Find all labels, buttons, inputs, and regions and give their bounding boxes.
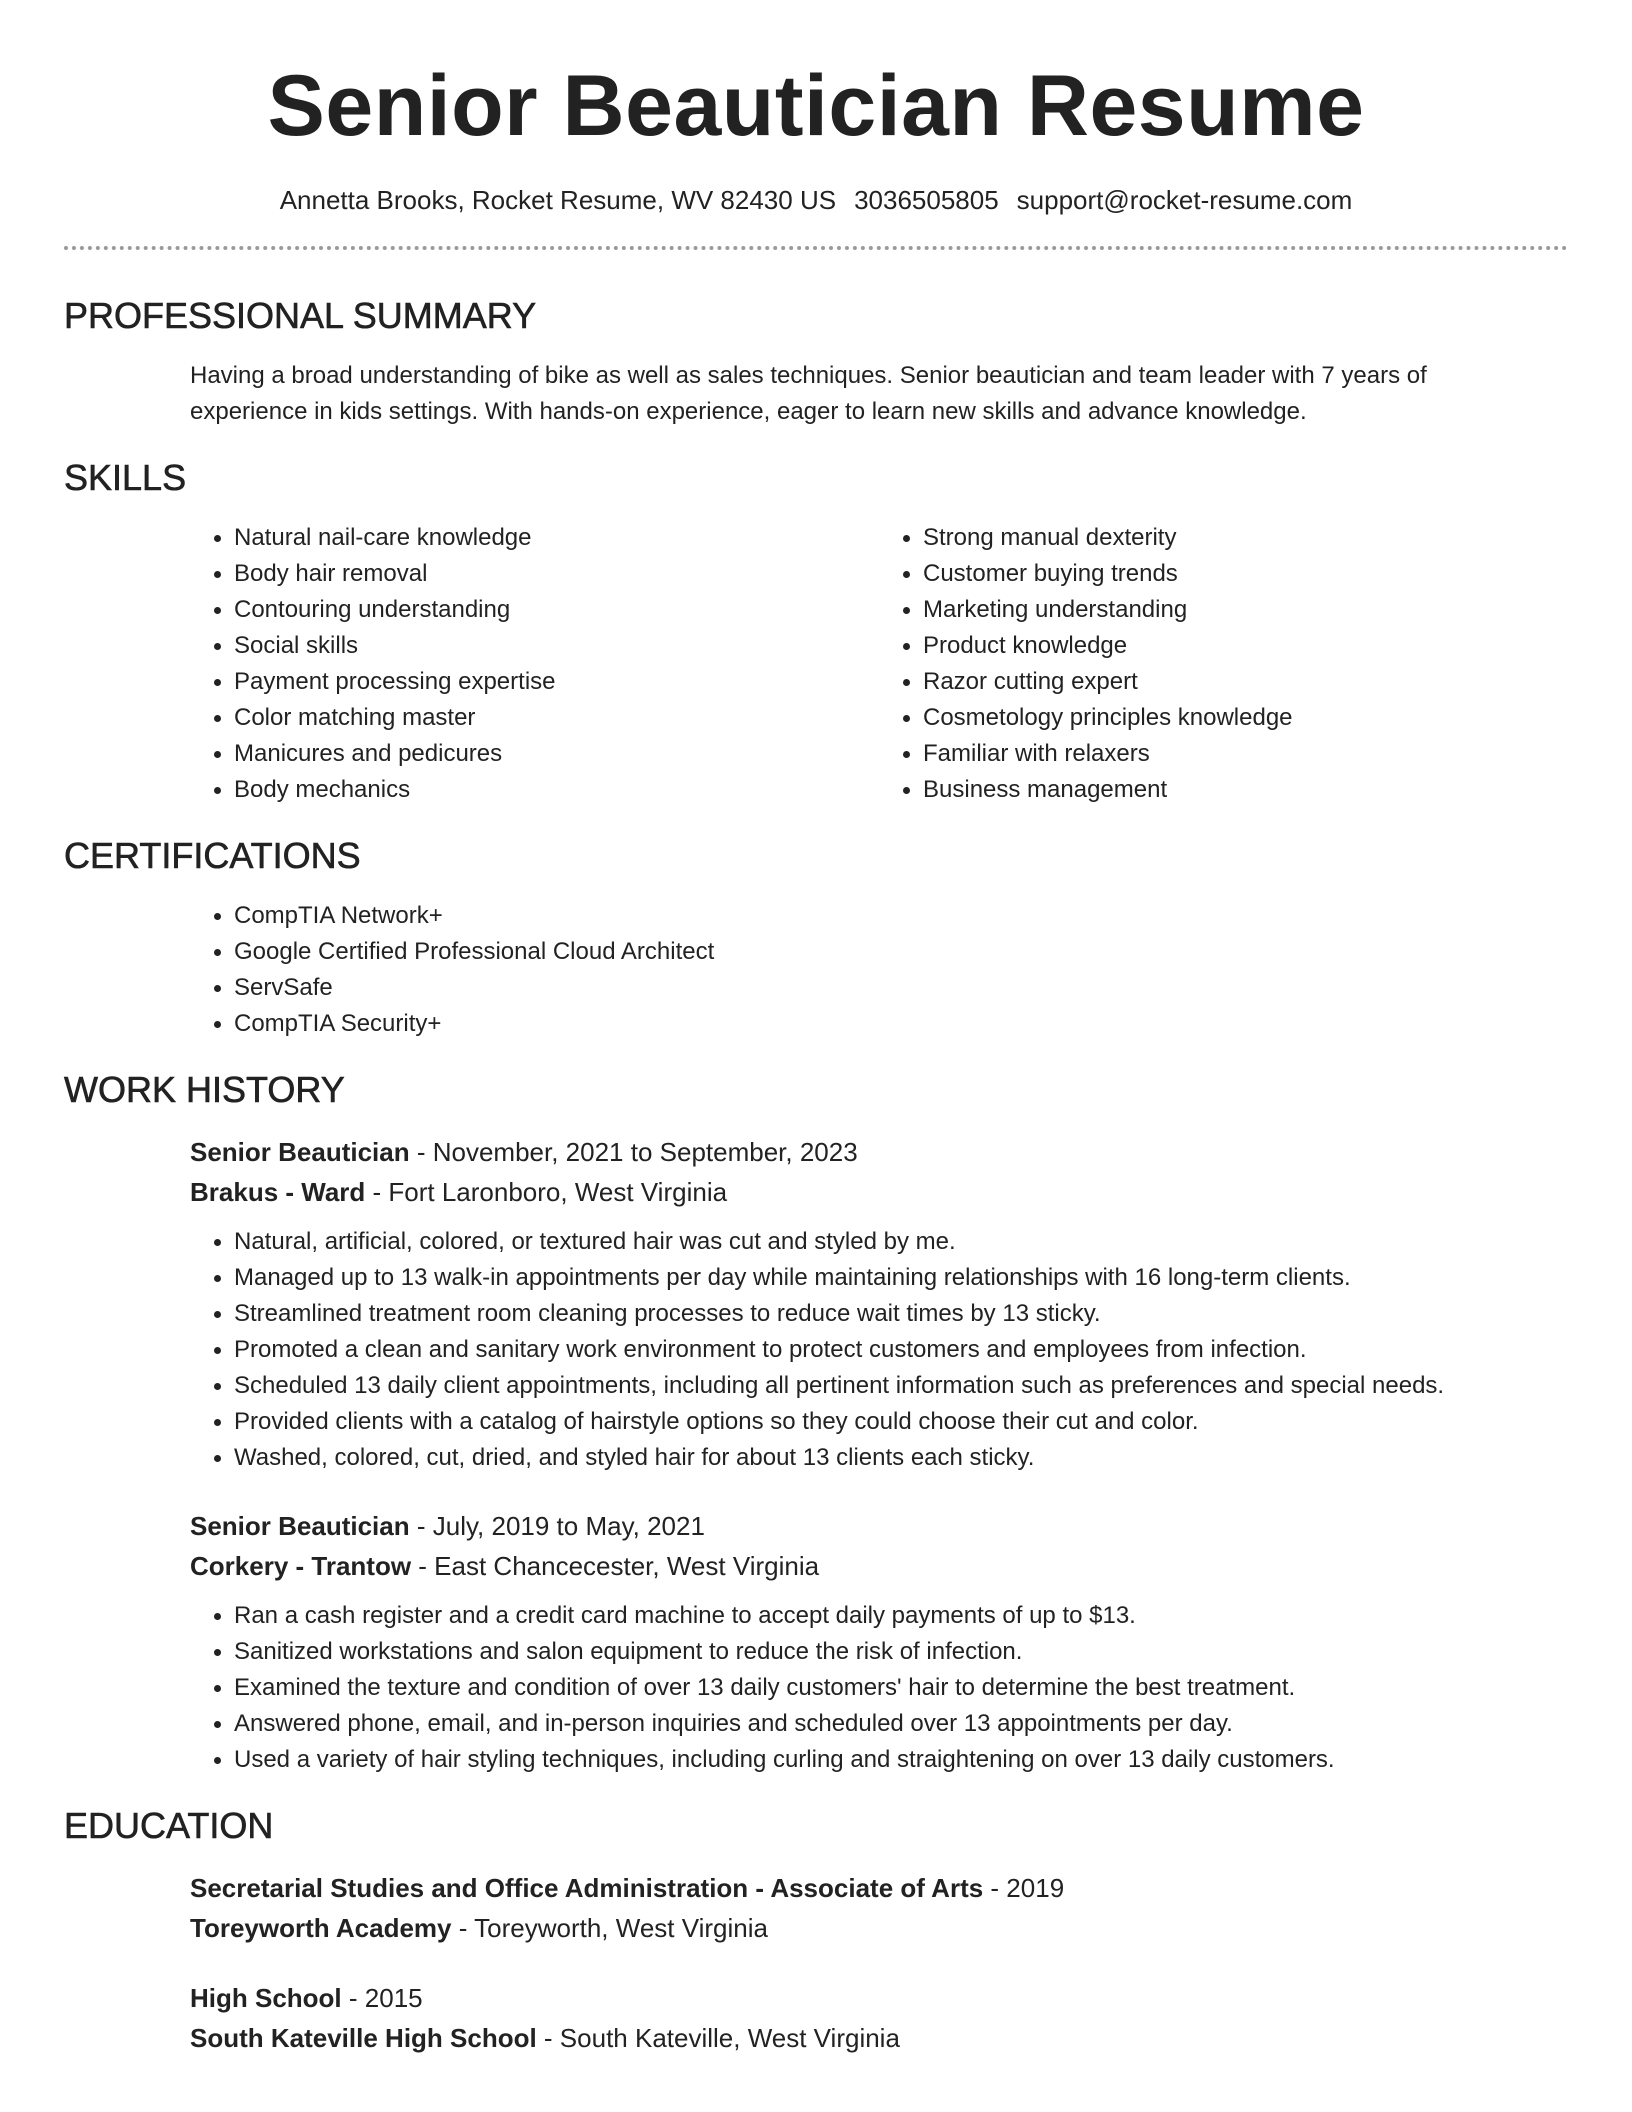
education-year: - 2019 <box>983 1873 1065 1903</box>
job-title-line <box>190 1132 1568 1172</box>
certification-item: • CompTIA Security+ <box>234 1006 1568 1042</box>
education-heading: EDUCATION <box>64 1805 274 1846</box>
skill-item: • Social skills <box>234 628 879 664</box>
certification-item: • ServSafe <box>234 970 1568 1006</box>
job-duties <box>190 1224 1568 1476</box>
job-title: Senior Beautician <box>190 1137 410 1167</box>
skill-item: • Color matching master <box>234 700 879 736</box>
education-school: Toreyworth Academy <box>190 1913 452 1943</box>
job-title-line <box>190 1506 1568 1546</box>
certification-item: • CompTIA Network+ <box>234 898 1568 934</box>
contact-line <box>64 182 1568 218</box>
contact-address: Annetta Brooks, Rocket Resume, WV 82430 US <box>279 185 837 215</box>
certifications-section <box>190 898 1568 1042</box>
job-entry <box>190 1506 1568 1778</box>
summary-heading: PROFESSIONAL SUMMARY <box>64 295 537 336</box>
job-company-line <box>190 1546 1568 1586</box>
job-duty-item: • Sanitized workstations and salon equipment to reduce the risk of infection. <box>234 1634 1568 1670</box>
skill-item: • Manicures and pedicures <box>234 736 879 772</box>
job-duty-item: • Examined the texture and condition of over 13 daily customers' hair to determine the best treatment. <box>234 1670 1568 1706</box>
skill-item: • Marketing understanding <box>923 592 1568 628</box>
job-duty-item: • Managed up to 13 walk-in appointments per day while maintaining relationships with 16 long-term clients. <box>234 1260 1568 1296</box>
certifications-heading: CERTIFICATIONS <box>64 835 361 876</box>
summary-section <box>190 358 1568 430</box>
skills-column-right <box>879 520 1568 808</box>
skill-item: • Body hair removal <box>234 556 879 592</box>
skill-item: • Contouring understanding <box>234 592 879 628</box>
job-duty-item: • Washed, colored, cut, dried, and styled hair for about 13 clients each sticky. <box>234 1440 1568 1476</box>
job-location: - East Chancecester, West Virginia <box>411 1551 820 1581</box>
header-divider <box>64 246 1568 250</box>
job-duty-item: • Answered phone, email, and in-person inquiries and scheduled over 13 appointments per day. <box>234 1706 1568 1742</box>
education-school: South Kateville High School <box>190 2023 537 2053</box>
skill-item: • Customer buying trends <box>923 556 1568 592</box>
work-history-heading: WORK HISTORY <box>64 1069 345 1110</box>
job-location: - Fort Laronboro, West Virginia <box>365 1177 728 1207</box>
job-company: Brakus - Ward <box>190 1177 366 1207</box>
job-duty-item: • Used a variety of hair styling techniques, including curling and straightening on over 13 daily customers. <box>234 1742 1568 1778</box>
skill-item: • Business management <box>923 772 1568 808</box>
education-entry <box>190 1868 1568 1948</box>
education-school-line <box>190 1908 1568 1948</box>
education-degree-line <box>190 1868 1568 1908</box>
job-duty-item: • Promoted a clean and sanitary work environment to protect customers and employees from infection. <box>234 1332 1568 1368</box>
job-dates: - July, 2019 to May, 2021 <box>409 1511 705 1541</box>
education-entry <box>190 1978 1568 2058</box>
skills-heading: SKILLS <box>64 457 187 498</box>
skill-item: • Body mechanics <box>234 772 879 808</box>
job-dates: - November, 2021 to September, 2023 <box>409 1137 858 1167</box>
summary-text: Having a broad understanding of bike as well as sales techniques. Senior beautician and team leader with 7 years of experience in kids settings. With hands-on experience, eager to learn new skills and advance knowledge. <box>190 362 1427 425</box>
skills-column-left <box>190 520 879 808</box>
certification-item: • Google Certified Professional Cloud Architect <box>234 934 1568 970</box>
skill-item: • Strong manual dexterity <box>923 520 1568 556</box>
job-title: Senior Beautician <box>190 1511 410 1541</box>
skill-item: • Razor cutting expert <box>923 664 1568 700</box>
skill-item: • Payment processing expertise <box>234 664 879 700</box>
skill-item: • Product knowledge <box>923 628 1568 664</box>
contact-email: support@rocket-resume.com <box>1016 185 1353 215</box>
skill-item: • Cosmetology principles knowledge <box>923 700 1568 736</box>
resume-title: Senior Beautician Resume <box>267 58 1365 154</box>
education-year: - 2015 <box>341 1983 423 2013</box>
education-degree: High School <box>190 1983 342 2013</box>
job-company-line <box>190 1172 1568 1212</box>
education-degree: Secretarial Studies and Office Administration - Associate of Arts <box>190 1873 984 1903</box>
job-duty-item: • Scheduled 13 daily client appointments, including all pertinent information such as preferences and special needs. <box>234 1368 1568 1404</box>
certifications-list <box>190 898 1568 1042</box>
skill-item: • Familiar with relaxers <box>923 736 1568 772</box>
education-location: - South Kateville, West Virginia <box>536 2023 900 2053</box>
skills-list <box>190 520 1568 808</box>
job-duty-item: • Natural, artificial, colored, or textured hair was cut and styled by me. <box>234 1224 1568 1260</box>
contact-phone: 3036505805 <box>854 185 999 215</box>
job-entry <box>190 1132 1568 1476</box>
job-duty-item: • Provided clients with a catalog of hairstyle options so they could choose their cut and color. <box>234 1404 1568 1440</box>
job-company: Corkery - Trantow <box>190 1551 412 1581</box>
education-degree-line <box>190 1978 1568 2018</box>
education-location: - Toreyworth, West Virginia <box>451 1913 768 1943</box>
job-duty-item: • Ran a cash register and a credit card machine to accept daily payments of up to $13. <box>234 1598 1568 1634</box>
education-school-line <box>190 2018 1568 2058</box>
job-duty-item: • Streamlined treatment room cleaning processes to reduce wait times by 13 sticky. <box>234 1296 1568 1332</box>
skill-item: • Natural nail-care knowledge <box>234 520 879 556</box>
job-duties <box>190 1598 1568 1778</box>
